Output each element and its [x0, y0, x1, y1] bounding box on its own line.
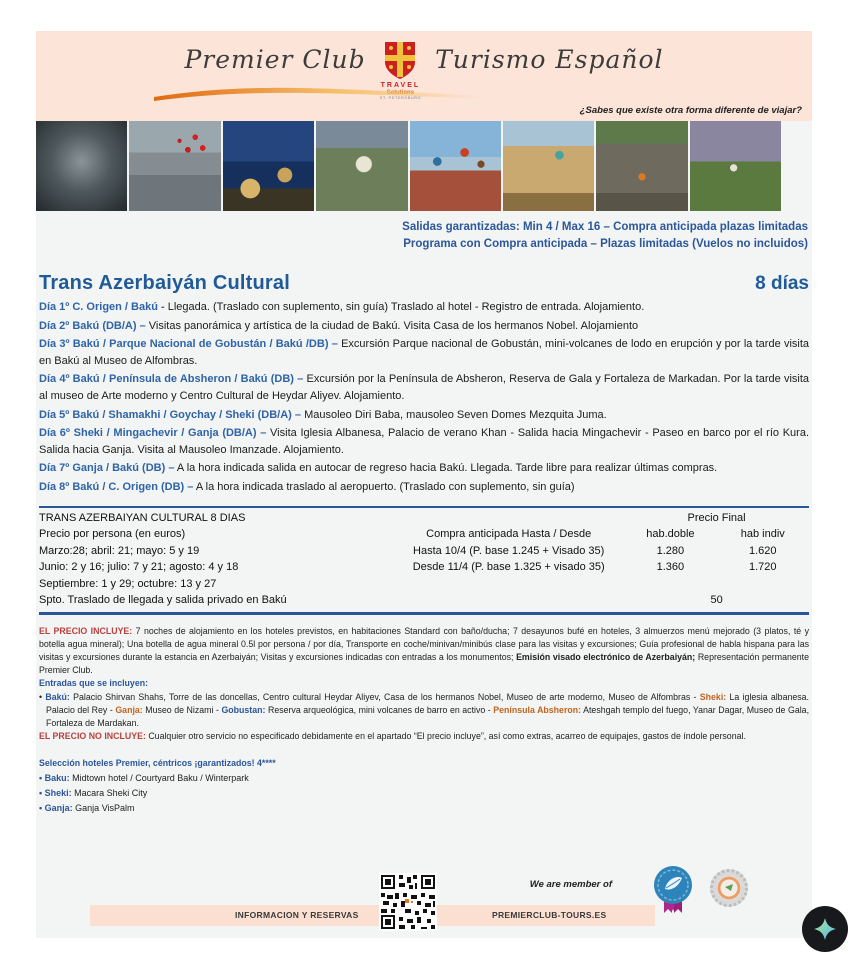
- table-cell: Hasta 10/4 (P. base 1.245 + Visado 35): [413, 544, 605, 557]
- table-row: [39, 576, 809, 593]
- table-cell: 1.280: [656, 544, 685, 557]
- table-row: [39, 559, 809, 576]
- photo-baku-palace-night: [223, 121, 314, 211]
- guaranteed-departures-notice: [36, 211, 812, 252]
- tour-duration: 8 días: [755, 273, 809, 294]
- logo-travel: TRAVEL: [380, 82, 421, 89]
- photo-bukhara: [503, 121, 594, 211]
- day-text: Llegada. (Traslado con suplemento, sin guía) Traslado al hotel - Registro de entrada. Alojamiento.: [167, 301, 645, 313]
- price-includes-paragraph: EL PRECIO INCLUYE: 7 noches de alojamiento en los hoteles previstos, en habitaciones Standard con baño/ducha; 7 desayunos bufé en hoteles, 3 almuerzos menú mejorado (3 platos, té y botella agua mineral); Una botella de agua mineral 0.5l por persona / por día, Transporte en coche/minivan/minibús clase para las visitas y excursiones; Guía profesional de habla hispana para las visitas y excursiones durante la estancia en Azerbaiyán; Visitas y excursiones indicadas con entradas a los monumentos; Emisión visado electrónico de Azerbaiyán; Representación permanente Premier Club.: [39, 625, 809, 676]
- itinerary-day: [39, 460, 809, 477]
- photo-gergeti-church: [690, 121, 781, 211]
- supplement-value: 50: [710, 594, 723, 607]
- header-tagline: ¿Sabes que existe otra forma diferente de viajar?: [579, 105, 802, 116]
- table-cell: hab indiv: [740, 528, 785, 541]
- tour-title: Trans Azerbaiyán Cultural: [39, 272, 290, 294]
- notice-line-2: Programa con Compra anticipada – Plazas limitadas (Vuelos no incluidos): [403, 237, 808, 250]
- photo-angkor-monks: [596, 121, 687, 211]
- table-cell: Junio: 2 y 16; julio: 7 y 21; agosto: 4 y 18: [39, 561, 239, 574]
- table-title-cell: TRANS AZERBAIYAN CULTURAL 8 DIAS: [39, 511, 246, 524]
- crest-shield-icon: [384, 41, 416, 81]
- member-of-label: We are member of: [529, 879, 612, 890]
- table-cell: Desde 11/4 (P. base 1.325 + visado 35): [412, 561, 605, 574]
- table-cell: Marzo:28; abril: 21; mayo: 5 y 19: [39, 544, 200, 557]
- logo-city: ST. PETERSBURG: [379, 95, 422, 101]
- itinerary: [36, 299, 812, 496]
- day-label: Día 2º Bakú (DB/A) –: [39, 319, 146, 332]
- table-cell: 1.620: [749, 544, 777, 557]
- itinerary-day: [39, 371, 809, 404]
- footer-bar: [90, 905, 655, 926]
- table-row: [39, 510, 809, 527]
- day-label: Día 1º C. Origen / Bakú -: [39, 301, 165, 313]
- hotel-item: • Baku: Midtown hotel / Courtyard Baku / Winterpark: [39, 773, 249, 784]
- itinerary-day: [39, 299, 809, 316]
- day-text: Visita Iglesia Albanesa, Palacio de verano Khan - Salida hacia Mingachevir - Paseo en barco por el río Kura. Salida hacia Ganja. Visita al Mausoleo Imanzade. Alojamiento.: [39, 427, 810, 456]
- assistant-button[interactable]: [802, 906, 848, 952]
- price-not-includes-paragraph: EL PRECIO NO INCLUYE: Cualquier otro servicio no especificado debidamente en el apartado “El precio incluye”, así como extras, acarreo de equipajes, gastos de índole personal.: [39, 731, 746, 742]
- day-text: Mausoleo Diri Baba, mausoleo Seven Domes Mezquita Juma.: [304, 408, 607, 421]
- precio-final-header: Precio Final: [687, 511, 746, 524]
- photo-strip: [36, 121, 781, 211]
- brochure-header: [36, 31, 812, 121]
- table-cell: 1.720: [749, 561, 777, 574]
- day-label: Día 4º Bakú / Península de Absheron / Bakú (DB) –: [39, 373, 304, 386]
- footer-info-label: INFORMACION Y RESERVAS: [235, 910, 359, 920]
- photo-cathedral-aerial: [316, 121, 407, 211]
- day-text: Visitas panorámica y artística de la ciudad de Bakú. Visita Casa de los hermanos Nobel. Alojamiento: [148, 319, 639, 332]
- brochure-page: [36, 31, 812, 938]
- assistant-star-icon: [812, 916, 838, 942]
- day-text: A la hora indicada traslado al aeropuerto. (Traslado con suplemento, sin guía): [195, 480, 575, 493]
- photo-fishermen: [36, 121, 127, 211]
- price-table: [39, 506, 809, 615]
- brand-premier-club: Premier Club: [184, 45, 366, 74]
- entradas-heading: Entradas que se incluyen:: [39, 678, 149, 689]
- hotel-item: • Ganja: Ganja VisPalm: [39, 803, 135, 814]
- footer-site-label: PREMIERCLUB-TOURS.ES: [492, 910, 607, 920]
- hotels-heading: Selección hoteles Premier, céntricos ¡garantizados! 4****: [39, 758, 276, 769]
- day-text: Excursión por la Península de Absheron, Reserva de Gala y Fortaleza de Markadan. Por la tarde visita al museo de Arte moderno y Centro Cultural de Heydar Aliyev. Alojamiento.: [39, 373, 810, 402]
- table-cell: [393, 576, 624, 593]
- entradas-paragraph: • Bakú: Palacio Shirvan Shahs, Torre de las doncellas, Centro cultural Heydar Aliyev, Casa de los hermanos Nobel, Museo de arte moderno, Museo de Alfombras - Sheki: La iglesia albanesa. Palacio del Rey - Ganja: Museo de Nizami - Gobustan: Reserva arqueológica, mini volcanes de barro en activo - Península Absheron: Ateshgah templo del fuego, Yanar Dagar, Museo de Gala, Fortaleza de Mardakan.: [39, 691, 810, 728]
- notice-line-1: Salidas garantizadas: Min 4 / Max 16 – Compra anticipada plazas limitadas: [402, 221, 808, 233]
- day-text: A la hora indicada salida en autocar de regreso hacia Bakú. Llegada. Tarde libre para realizar últimas compras.: [176, 462, 718, 475]
- table-cell: [624, 576, 716, 593]
- photo-great-wall-lanterns: [129, 121, 220, 211]
- day-label: Día 5º Bakú / Shamakhi / Goychay / Sheki (DB/A) –: [39, 408, 301, 421]
- brand-turismo-espanol: Turismo Español: [435, 45, 664, 74]
- itinerary-day: [39, 407, 809, 424]
- hotel-item: • Sheki: Macara Sheki City: [39, 788, 148, 799]
- day-label: Día 6º Sheki / Mingachevir / Ganja (DB/A) –: [39, 427, 267, 440]
- day-label: Día 3º Bakú / Parque Nacional de Gobustán / Bakú /DB) –: [39, 338, 338, 351]
- member-badge-gray-orange-icon: [708, 867, 750, 909]
- table-cell: Septiembre: 1 y 29; octubre: 13 y 27: [39, 577, 217, 590]
- itinerary-day: [39, 425, 809, 458]
- tour-title-row: [36, 272, 812, 295]
- itinerary-day: [39, 479, 809, 496]
- table-row: [39, 592, 809, 609]
- member-badge-blue-ribbon-icon: [651, 863, 695, 917]
- table-cell: 1.360: [656, 561, 685, 574]
- supplement-label: Spto. Traslado de llegada y salida privado en Bakú: [39, 594, 287, 607]
- fine-print: [36, 625, 812, 744]
- itinerary-day: [39, 318, 809, 335]
- hotels-section: [36, 756, 812, 816]
- table-cell: Precio por persona (en euros): [39, 528, 186, 541]
- itinerary-day: [39, 336, 809, 369]
- day-text: Excursión Parque nacional de Gobustán, mini-volcanes de lodo en erupción y por la tarde visita en Bakú al Museo de Alfombras.: [39, 338, 810, 367]
- table-cell: [717, 576, 809, 593]
- table-cell: Compra anticipada Hasta / Desde: [426, 528, 592, 541]
- photo-st-basils: [410, 121, 501, 211]
- table-row: [39, 543, 809, 560]
- day-label: Día 7º Ganja / Bakú (DB) –: [39, 462, 175, 475]
- swoosh-graphic: [154, 83, 484, 107]
- day-label: Día 8º Bakú / C. Origen (DB) –: [39, 480, 194, 493]
- table-row: [39, 526, 809, 543]
- qr-code: [379, 873, 437, 931]
- table-cell: hab.doble: [646, 528, 695, 541]
